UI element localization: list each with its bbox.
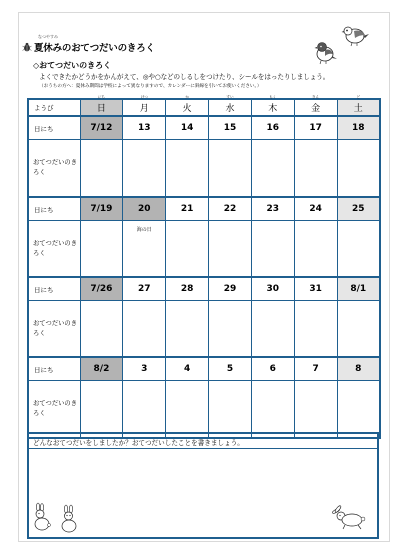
- record-label: おてつだいのきろく: [28, 140, 80, 198]
- date-cell: 28: [166, 277, 209, 301]
- weekday-mon: げつ 月: [123, 99, 166, 116]
- record-cell[interactable]: [166, 140, 209, 198]
- title-ruby: なつやすみ: [38, 34, 58, 39]
- date-cell: 7/19: [80, 197, 123, 221]
- record-row: [28, 301, 380, 358]
- date-label: 日にち: [28, 197, 80, 221]
- page-title: 夏休みのおてつだいのきろく: [34, 43, 155, 54]
- weekday-thu: もく 木: [251, 99, 294, 116]
- date-cell: 24: [294, 197, 337, 221]
- date-cell: 7: [294, 357, 337, 381]
- instruction-text: よくできたかどうかをかんがえて、◎や○などのしるしをつけたり、シールをはったりしましょう。: [39, 73, 330, 81]
- record-cell[interactable]: [337, 140, 380, 198]
- record-cell[interactable]: [209, 140, 252, 198]
- date-cell: 13: [123, 116, 166, 140]
- rabbit-icon: [58, 505, 80, 535]
- record-cell[interactable]: [123, 140, 166, 198]
- date-row: [28, 357, 380, 381]
- weekday-header-row: [28, 99, 380, 116]
- date-cell: 3: [123, 357, 166, 381]
- weekday-wed: すい 水: [209, 99, 252, 116]
- record-cell[interactable]: [251, 140, 294, 198]
- date-cell: 18: [337, 116, 380, 140]
- weekday-sat: ど 土: [337, 99, 380, 116]
- record-cell[interactable]: [80, 140, 123, 198]
- date-cell: 14: [166, 116, 209, 140]
- date-cell: 27: [123, 277, 166, 301]
- divider: [29, 448, 377, 449]
- record-cell[interactable]: [337, 221, 380, 278]
- youbi-label: ようび: [28, 99, 80, 116]
- date-cell: 4: [166, 357, 209, 381]
- date-label: 日にち: [28, 277, 80, 301]
- record-row: [28, 381, 380, 439]
- record-cell[interactable]: [294, 140, 337, 198]
- record-cell[interactable]: [166, 301, 209, 358]
- date-row: [28, 197, 380, 221]
- date-cell: 25: [337, 197, 380, 221]
- date-cell: 31: [294, 277, 337, 301]
- record-cell[interactable]: [166, 381, 209, 439]
- record-label: おてつだいのきろく: [28, 301, 80, 358]
- date-cell: 16: [251, 116, 294, 140]
- record-cell[interactable]: [166, 221, 209, 278]
- date-cell: 21: [166, 197, 209, 221]
- date-row: [28, 277, 380, 301]
- rabbit-icon: [31, 503, 53, 533]
- date-cell: 23: [251, 197, 294, 221]
- record-cell[interactable]: [209, 381, 252, 439]
- date-cell-holiday: 20 海の日: [123, 197, 166, 221]
- record-cell[interactable]: [209, 301, 252, 358]
- record-cell[interactable]: [294, 381, 337, 439]
- weekday-sun: にち 日: [80, 99, 123, 116]
- record-cell[interactable]: [337, 381, 380, 439]
- date-cell: 30: [251, 277, 294, 301]
- parent-note: （おうちの方へ：夏休み期間は学校によって異なりますので、カレンダーに斜線を引いてお使いください。）: [39, 84, 262, 89]
- record-label: おてつだいのきろく: [28, 381, 80, 439]
- record-cell[interactable]: [209, 221, 252, 278]
- record-cell[interactable]: [80, 221, 123, 278]
- record-cell[interactable]: [251, 301, 294, 358]
- date-cell: 8: [337, 357, 380, 381]
- date-cell: 7/26: [80, 277, 123, 301]
- record-cell[interactable]: [251, 381, 294, 439]
- date-cell: 15: [209, 116, 252, 140]
- rabbit-icon: [331, 505, 369, 531]
- calendar-table: [27, 95, 381, 439]
- weekday-tue: か 火: [166, 99, 209, 116]
- date-cell: 7/12: [80, 116, 123, 140]
- date-label: 日にち: [28, 357, 80, 381]
- record-row: [28, 140, 380, 198]
- date-cell: 6: [251, 357, 294, 381]
- record-cell[interactable]: [294, 301, 337, 358]
- record-cell[interactable]: [251, 221, 294, 278]
- date-cell: 29: [209, 277, 252, 301]
- record-label: おてつだいのきろく: [28, 221, 80, 278]
- date-cell: 17: [294, 116, 337, 140]
- record-cell[interactable]: [294, 221, 337, 278]
- weekday-fri: きん 金: [294, 99, 337, 116]
- record-row: [28, 221, 380, 278]
- record-cell[interactable]: [337, 301, 380, 358]
- date-cell: 8/1: [337, 277, 380, 301]
- date-cell: 5: [209, 357, 252, 381]
- section-heading: ◇おてつだいのきろく: [33, 61, 112, 70]
- sparrow-icon: [311, 38, 339, 66]
- record-cell[interactable]: [80, 381, 123, 439]
- date-cell: 8/2: [80, 357, 123, 381]
- bird-icon: [340, 22, 370, 48]
- record-cell[interactable]: [123, 301, 166, 358]
- date-label: 日にち: [28, 116, 80, 140]
- record-cell[interactable]: [123, 221, 166, 278]
- record-cell[interactable]: [123, 381, 166, 439]
- beetle-icon: [22, 42, 32, 52]
- date-row: [28, 116, 380, 140]
- date-cell: 22: [209, 197, 252, 221]
- holiday-label: 海の日: [136, 227, 152, 233]
- free-writing-prompt: どんなおてつだいをしましたか？おてつだいしたことを書きましょう。: [33, 439, 244, 447]
- record-cell[interactable]: [80, 301, 123, 358]
